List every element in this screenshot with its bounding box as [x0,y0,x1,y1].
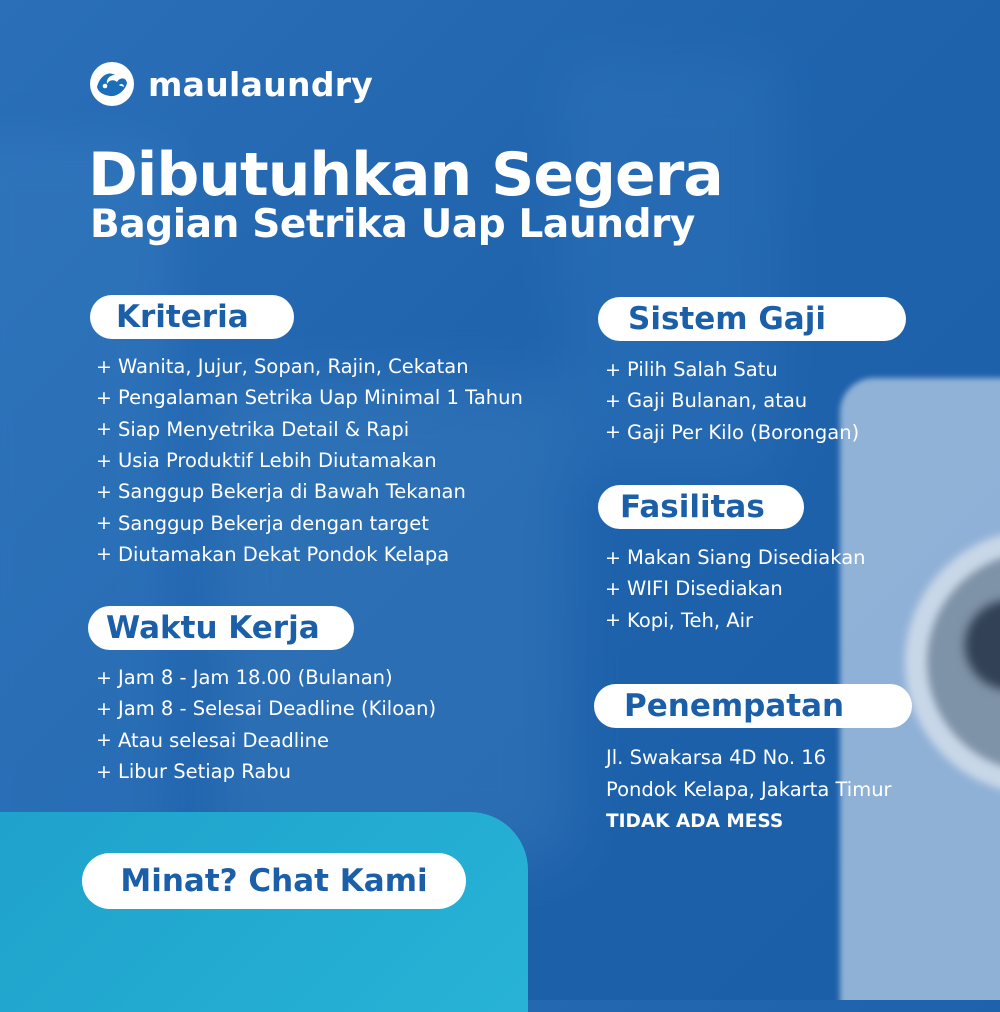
list-item: + Diutamakan Dekat Pondok Kelapa [96,542,450,566]
plus-icon: + [96,729,112,752]
plus-icon: + [96,697,112,720]
fasilitas-heading: Fasilitas [598,485,804,529]
list-item: + Pengalaman Setrika Uap Minimal 1 Tahun [96,386,523,410]
plus-icon: + [96,666,112,689]
page-subtitle: Bagian Setrika Uap Laundry [90,202,695,247]
list-item: + Wanita, Jujur, Sopan, Rajin, Cekatan [96,355,469,379]
list-item: + Usia Produktif Lebih Diutamakan [96,449,437,473]
plus-icon: + [605,389,621,412]
list-item: + Jam 8 - Jam 18.00 (Bulanan) [96,666,393,690]
kriteria-heading: Kriteria [90,295,294,339]
plus-icon: + [605,609,621,632]
list-item: + Libur Setiap Rabu [96,760,292,784]
plus-icon: + [96,355,112,378]
list-item: + Gaji Per Kilo (Borongan) [605,420,860,444]
list-item: + WIFI Disediakan [605,577,783,601]
plus-icon: + [96,449,112,472]
list-item: + Siap Menyetrika Detail & Rapi [96,417,410,441]
mess-note: TIDAK ADA MESS [606,811,784,832]
sistem-gaji-list [605,354,859,448]
chat-cta-button[interactable]: Minat? Chat Kami [82,853,466,909]
plus-icon: + [96,760,112,783]
plus-icon: + [605,577,621,600]
plus-icon: + [96,418,112,441]
list-item: + Makan Siang Disediakan [605,546,866,570]
list-item: + Sanggup Bekerja di Bawah Tekanan [96,480,466,504]
list-item: + Jam 8 - Selesai Deadline (Kiloan) [96,697,437,721]
list-item: + Pilih Salah Satu [605,358,778,382]
fasilitas-list [605,542,866,636]
waktu-kerja-list [96,662,436,787]
sistem-gaji-heading: Sistem Gaji [598,297,906,341]
address-line-1: Jl. Swakarsa 4D No. 16 [606,746,827,769]
list-item: + Atau selesai Deadline [96,728,329,752]
address-line-2: Pondok Kelapa, Jakarta Timur [606,778,892,801]
waktu-kerja-heading: Waktu Kerja [88,606,354,650]
list-item: + Sanggup Bekerja dengan target [96,511,429,535]
plus-icon: + [605,358,621,381]
page-title: Dibutuhkan Segera [88,140,723,210]
wave-logo-icon [90,62,134,106]
penempatan-heading: Penempatan [594,684,912,728]
plus-icon: + [96,386,112,409]
cta-panel [0,812,528,1012]
brand-name: maulaundry [148,64,374,104]
plus-icon: + [96,512,112,535]
list-item: + Kopi, Teh, Air [605,608,754,632]
plus-icon: + [96,480,112,503]
brand [90,62,373,106]
plus-icon: + [605,421,621,444]
plus-icon: + [605,546,621,569]
kriteria-list [96,351,523,570]
list-item: + Gaji Bulanan, atau [605,389,808,413]
plus-icon: + [96,543,112,566]
